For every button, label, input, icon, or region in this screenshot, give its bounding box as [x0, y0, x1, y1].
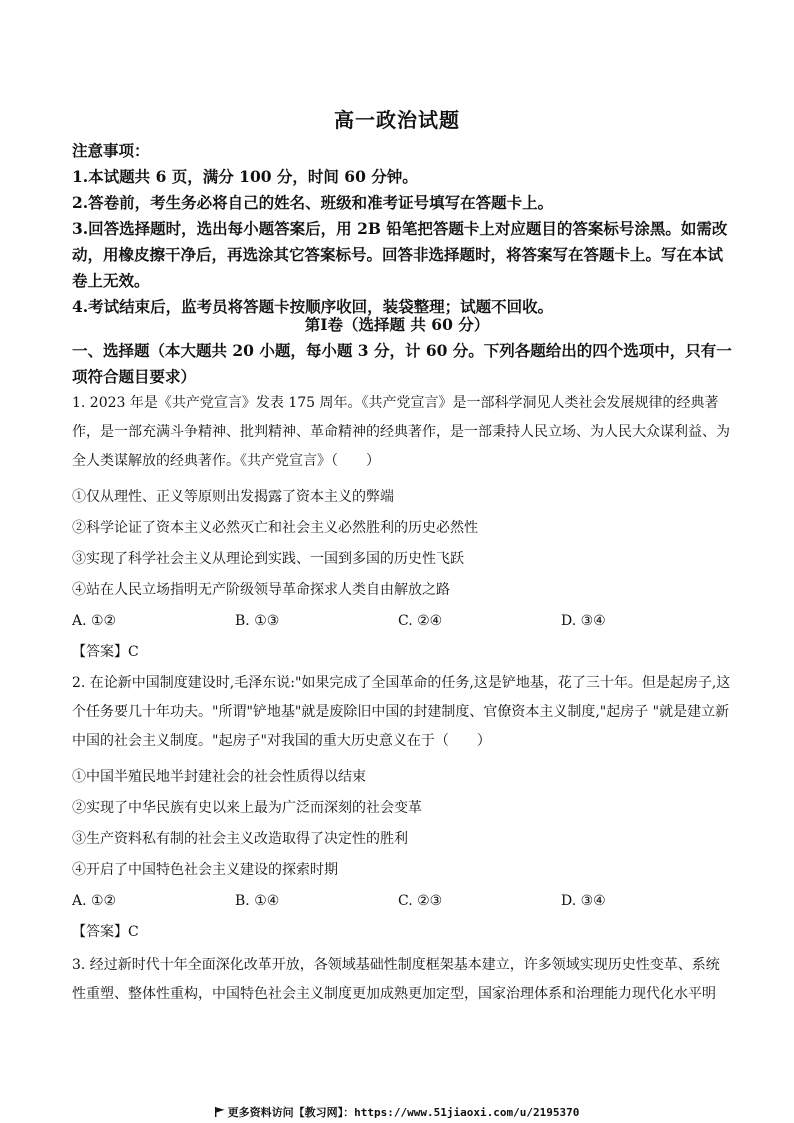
notes-heading: 注意事项： [72, 141, 150, 160]
flag-icon [215, 1107, 225, 1117]
answer-options [72, 606, 732, 637]
notes-item-3: 3.回答选择题时，选出每小题答案后，用 2B 铅笔把答题卡上对应题目的答案标号涂黑。如需改动，用橡皮擦干净后，再选涂其它答案标号。回答非选择题时，将答案写在答题卡上。写在本试卷上无效。 [72, 219, 728, 290]
question-item: ④开启了中国特色社会主义建设的探索时期 [72, 862, 338, 878]
question-item: ③生产资料私有制的社会主义改造取得了决定性的胜利 [72, 831, 408, 847]
option-b: B. ①③ [235, 613, 280, 629]
question-stem: 1. 2023 年是《共产党宣言》发表 175 周年。《共产党宣言》是一部科学洞见人类社会发展规律的经典著作，是一部充满斗争精神、批判精神、革命精神的经典著作，是一部秉持人民立场、为人民大众谋利益、为全人类谋解放的经典著作。《共产党宣言》（ ） [72, 395, 730, 469]
option-b: B. ①④ [235, 893, 280, 909]
notes-item-1: 1.本试题共 6 页，满分 100 分，时间 60 分钟。 [72, 167, 418, 186]
answer-options [72, 886, 732, 917]
option-a: A. ①② [72, 613, 117, 629]
question-3 [72, 951, 732, 1009]
footer-link[interactable] [0, 1104, 794, 1120]
question-stem: 2. 在论新中国制度建设时,毛泽东说:"如果完成了全国革命的任务,这是铲地基，花了三十年。但是起房子,这个任务要几十年功夫。"所谓"铲地基"就是废除旧中国的封建制度、官僚资本主义制度,"起房子 "就是建立新中国的社会主义制度。"起房子"对我国的重大历史意义在于（ ） [72, 675, 731, 749]
footer-text[interactable]: 更多资料访问【教习网】：https://www.51jiaoxi.com/u/2195370 [227, 1106, 580, 1119]
question-stem: 3. 经过新时代十年全面深化改革开放，各领域基础性制度框架基本建立，许多领域实现历史性变革、系统性重塑、整体性重构，中国特色社会主义制度更加成熟更加定型，国家治理体系和治理能力现代化水平明 [72, 957, 720, 1002]
question-2 [72, 669, 732, 948]
option-a: A. ①② [72, 893, 117, 909]
question-item: ②科学论证了资本主义必然灭亡和社会主义必然胜利的历史必然性 [72, 520, 478, 536]
answer-label: 【答案】C [72, 644, 139, 660]
option-c: C. ②③ [398, 893, 443, 909]
notes-block [72, 138, 732, 320]
question-1 [72, 389, 732, 668]
notes-item-4: 4.考试结束后，监考员将答题卡按顺序收回，装袋整理；试题不回收。 [72, 297, 554, 316]
section-heading-choice: 一、选择题（本大题共 20 小题，每小题 3 分，计 60 分。下列各题给出的四个选项中，只有一项符合题目要求） [72, 341, 732, 386]
question-item: ④站在人民立场指明无产阶级领导革命探求人类自由解放之路 [72, 582, 450, 598]
question-item: ③实现了科学社会主义从理论到实践、一国到多国的历史性飞跃 [72, 551, 464, 567]
question-item: ①仅从理性、正义等原则出发揭露了资本主义的弊端 [72, 489, 394, 505]
notes-item-2: 2.答卷前，考生务必将自己的姓名、班级和准考证号填写在答题卡上。 [72, 193, 554, 212]
option-d: D. ③④ [561, 893, 606, 909]
question-item: ②实现了中华民族有史以来上最为广泛而深刻的社会变革 [72, 800, 422, 816]
answer-label: 【答案】C [72, 924, 139, 940]
section-heading-part1: 第Ⅰ卷（选择题 共 60 分） [304, 315, 490, 334]
option-c: C. ②④ [398, 613, 443, 629]
question-item: ①中国半殖民地半封建社会的社会性质得以结束 [72, 769, 366, 785]
option-d: D. ③④ [561, 613, 606, 629]
page-title: 高一政治试题 [334, 108, 460, 132]
